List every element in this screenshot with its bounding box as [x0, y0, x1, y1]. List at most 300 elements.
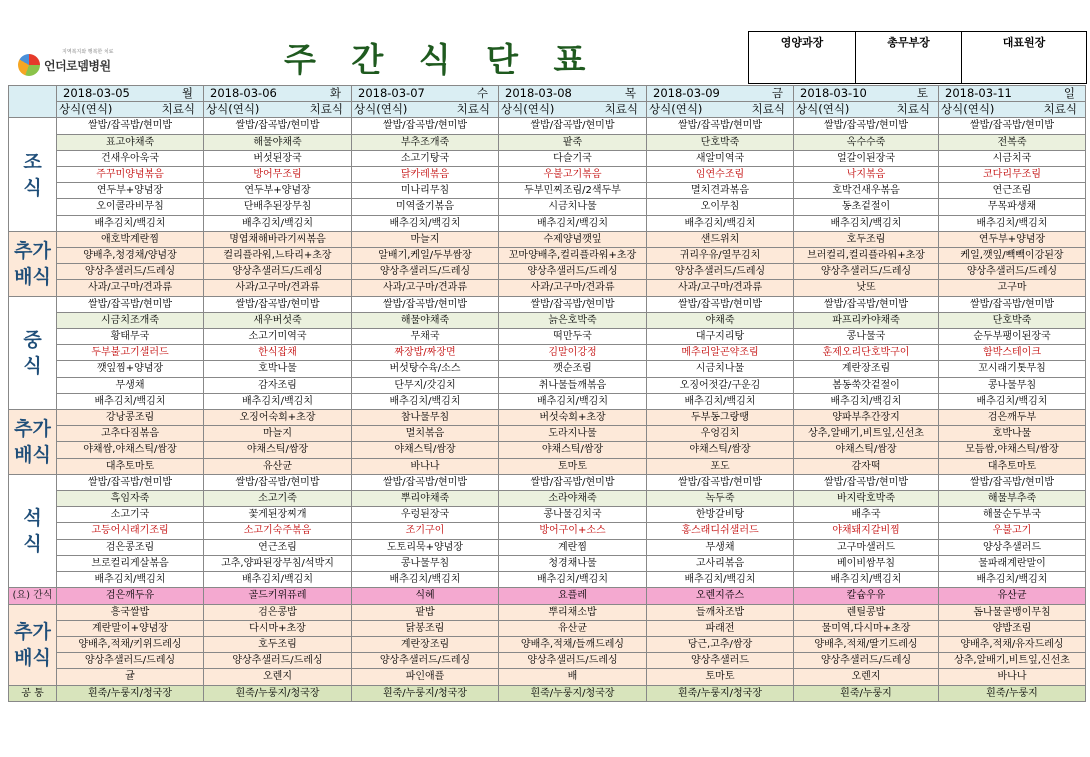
dinner-row — [9, 507, 1086, 523]
menu-item-cell: 토마토 — [647, 669, 794, 685]
menu-item-cell: 소고기숙주볶음 — [204, 523, 352, 539]
menu-item-cell: 쌀밥/잡곡밥/현미밥 — [499, 118, 647, 134]
menu-item-cell: 조기구이 — [352, 523, 499, 539]
menu-item-cell: 오징어젓갈/구운김 — [647, 377, 794, 393]
logo-subtext: 지역복지와 행복한 치료 — [62, 49, 114, 55]
diet-type-cell — [352, 102, 499, 118]
menu-item-cell: 양상추샐러드/드레싱 — [794, 264, 939, 280]
menu-item-cell: 애호박계란찜 — [57, 231, 204, 247]
menu-item-cell: 쌀밥/잡곡밥/현미밥 — [57, 296, 204, 312]
menu-item-cell: 오이콜라비무침 — [57, 199, 204, 215]
menu-item-cell: 표고야채죽 — [57, 134, 204, 150]
menu-item-cell: 배추김치/백김치 — [499, 215, 647, 231]
therapeutic-diet-label: 치료식 — [751, 102, 785, 117]
menu-item-cell: 해물야채죽 — [204, 134, 352, 150]
common-label: 공 통 — [9, 685, 57, 701]
menu-item-cell: 케일,깻잎/빽빽이강된장 — [939, 248, 1086, 264]
dinner-row — [9, 555, 1086, 571]
therapeutic-diet-label: 치료식 — [896, 102, 930, 117]
diet-type-cell — [57, 102, 204, 118]
menu-item-cell: 두부동그랑땡 — [647, 410, 794, 426]
menu-item-cell: 배추김치/백김치 — [794, 215, 939, 231]
menu-item-cell: 콩나물무침 — [939, 377, 1086, 393]
menu-item-cell: 양상추샐러드/드레싱 — [939, 264, 1086, 280]
menu-item-cell: 당근,고추/쌈장 — [647, 636, 794, 652]
menu-item-cell: 홍스래디쉬샐러드 — [647, 523, 794, 539]
menu-item-cell: 쌀밥/잡곡밥/현미밥 — [939, 296, 1086, 312]
menu-item-cell: 낫또 — [794, 280, 939, 296]
diet-type-inner — [794, 102, 938, 117]
breakfast-row — [9, 134, 1086, 150]
menu-item-cell: 꼬마양배추,컬리플라워+초장 — [499, 248, 647, 264]
menu-item-cell: 사과/고구마/견과류 — [647, 280, 794, 296]
menu-item-cell: 유산균 — [499, 620, 647, 636]
date-cell — [204, 86, 352, 102]
menu-item-cell: 상추,알배기,비트잎,신선초 — [794, 426, 939, 442]
menu-item-cell: 청경채나물 — [499, 555, 647, 571]
lunch_extra-label — [9, 410, 57, 475]
breakfast_extra-label — [9, 231, 57, 296]
menu-item-cell: 사과/고구마/견과류 — [499, 280, 647, 296]
therapeutic-diet-label: 치료식 — [161, 102, 195, 117]
menu-item-cell: 검은콩밥 — [204, 604, 352, 620]
menu-item-cell: 해물순두부국 — [939, 507, 1086, 523]
dinner_extra-row — [9, 669, 1086, 685]
menu-item-cell: 야채죽 — [647, 312, 794, 328]
menu-item-cell: 소고기국 — [57, 507, 204, 523]
date-cell-inner — [939, 86, 1085, 101]
menu-item-cell: 시금치조개죽 — [57, 312, 204, 328]
menu-item-cell: 소고기죽 — [204, 491, 352, 507]
menu-item-cell: 옥수수죽 — [794, 134, 939, 150]
menu-item-cell: 훈제오리단호박구이 — [794, 345, 939, 361]
menu-item-cell: 배추김치/백김치 — [499, 572, 647, 588]
breakfast-label — [9, 118, 57, 231]
menu-item-cell: 배추김치/백김치 — [57, 215, 204, 231]
menu-item-cell: 뿌리채소밥 — [499, 604, 647, 620]
menu-item-cell: 배 — [499, 669, 647, 685]
breakfast-row — [9, 167, 1086, 183]
date-cell — [499, 86, 647, 102]
menu-item-cell: 닭봉조림 — [352, 620, 499, 636]
menu-item-cell: 버섯된장국 — [204, 150, 352, 166]
menu-item-cell: 임연수조림 — [647, 167, 794, 183]
menu-item-cell: 방어무조림 — [204, 167, 352, 183]
menu-item-cell: 도라지나물 — [499, 426, 647, 442]
menu-item-cell: 함박스테이크 — [939, 345, 1086, 361]
menu-item-cell: 버섯숙회+초장 — [499, 410, 647, 426]
menu-item-cell: 두부불고기샐러드 — [57, 345, 204, 361]
menu-item-cell: 감자조림 — [204, 377, 352, 393]
menu-item-cell: 방어구이+소스 — [499, 523, 647, 539]
menu-item-cell: 고등어시래기조림 — [57, 523, 204, 539]
common-cell: 흰죽/누룽지/청국장 — [352, 685, 499, 701]
snack-row — [9, 588, 1086, 604]
diet-type-inner — [352, 102, 498, 117]
menu-item-cell: 무생채 — [57, 377, 204, 393]
menu-item-cell: 양상추샐러드/드레싱 — [352, 264, 499, 280]
common-cell: 흰죽/누룽지 — [794, 685, 939, 701]
menu-item-cell: 렌틸콩밥 — [794, 604, 939, 620]
menu-item-cell: 명엽채해바라기씨볶음 — [204, 231, 352, 247]
diet-type-cell — [204, 102, 352, 118]
menu-item-cell: 해물야채죽 — [352, 312, 499, 328]
menu-item-cell: 돔나물골뱅이무침 — [939, 604, 1086, 620]
date-text: 2018-03-08 — [505, 86, 572, 100]
dinner_extra-row — [9, 636, 1086, 652]
menu-item-cell: 얼갈이된장국 — [794, 150, 939, 166]
dinner-row — [9, 474, 1086, 490]
menu-item-cell: 시금치나물 — [499, 199, 647, 215]
menu-item-cell: 양배추,적채/키위드레싱 — [57, 636, 204, 652]
menu-item-cell: 양상추샐러드/드레싱 — [204, 653, 352, 669]
menu-item-cell: 쌀밥/잡곡밥/현미밥 — [352, 296, 499, 312]
menu-item-cell: 브러컬리,컬리플라워+초장 — [794, 248, 939, 264]
menu-item-cell: 샌드위치 — [647, 231, 794, 247]
menu-item-cell: 동초겉절이 — [794, 199, 939, 215]
weekday-text: 목 — [624, 86, 636, 100]
menu-item-cell: 참나물무침 — [352, 410, 499, 426]
date-cell — [352, 86, 499, 102]
menu-item-cell: 오징어숙회+초장 — [204, 410, 352, 426]
menu-item-cell: 바지락호박죽 — [794, 491, 939, 507]
menu-item-cell: 녹두죽 — [647, 491, 794, 507]
dinner-row — [9, 523, 1086, 539]
menu-item-cell: 쌀밥/잡곡밥/현미밥 — [647, 118, 794, 134]
menu-item-cell: 계란말이+양념장 — [57, 620, 204, 636]
menu-item-cell: 고구마샐러드 — [794, 539, 939, 555]
dinner-row — [9, 572, 1086, 588]
diet-type-inner — [499, 102, 646, 117]
menu-item-cell: 컬리플라워,느타리+초장 — [204, 248, 352, 264]
menu-item-cell: 배추김치/백김치 — [939, 572, 1086, 588]
approval-general-manager: 총무부장 — [856, 32, 962, 84]
weekday-text: 수 — [476, 86, 488, 100]
lunch-label — [9, 296, 57, 409]
menu-item-cell: 호박건새우볶음 — [794, 183, 939, 199]
menu-item-cell: 소고기미역국 — [204, 329, 352, 345]
menu-item-cell: 코다리무조림 — [939, 167, 1086, 183]
page-header — [0, 0, 1090, 84]
menu-item-cell: 양상추샐러드 — [647, 653, 794, 669]
lunch-row — [9, 329, 1086, 345]
menu-item-cell: 양상추샐러드/드레싱 — [499, 264, 647, 280]
breakfast-row — [9, 199, 1086, 215]
snack-cell: 요플레 — [499, 588, 647, 604]
menu-item-cell: 오렌지 — [204, 669, 352, 685]
menu-item-cell: 야채스틱/쌈장 — [204, 442, 352, 458]
date-cell-inner — [499, 86, 646, 101]
menu-item-cell: 호두조림 — [204, 636, 352, 652]
common-cell: 흰죽/누룽지/청국장 — [647, 685, 794, 701]
menu-item-cell: 쌀밥/잡곡밥/현미밥 — [794, 296, 939, 312]
menu-item-cell: 새우버섯죽 — [204, 312, 352, 328]
menu-item-cell: 계란찜 — [499, 539, 647, 555]
menu-item-cell: 양상추샐러드/드레싱 — [57, 653, 204, 669]
menu-item-cell: 오렌지 — [794, 669, 939, 685]
menu-item-cell: 깻순조림 — [499, 361, 647, 377]
diet-type-inner — [204, 102, 351, 117]
menu-item-cell: 배추김치/백김치 — [647, 393, 794, 409]
menu-item-cell: 시금치나물 — [647, 361, 794, 377]
menu-item-cell: 들깨차조밥 — [647, 604, 794, 620]
menu-item-cell: 한방갈비탕 — [647, 507, 794, 523]
menu-item-cell: 양배추,적채/들깨드레싱 — [499, 636, 647, 652]
corner-cell — [9, 86, 57, 118]
regular-diet-label: 상식(연식) — [206, 102, 260, 117]
dinner_extra-row — [9, 620, 1086, 636]
menu-item-cell: 파래전 — [647, 620, 794, 636]
lunch-row — [9, 312, 1086, 328]
common-row — [9, 685, 1086, 701]
date-text: 2018-03-05 — [63, 86, 130, 100]
logo-text: 언더로뎀병원 — [44, 58, 111, 73]
lunch-row — [9, 393, 1086, 409]
regular-diet-label: 상식(연식) — [796, 102, 850, 117]
dinner-row — [9, 491, 1086, 507]
menu-item-cell: 쌀밥/잡곡밥/현미밥 — [352, 118, 499, 134]
snack-cell: 칼슘우유 — [794, 588, 939, 604]
therapeutic-diet-label: 치료식 — [309, 102, 343, 117]
menu-item-cell: 야채돼지갈비찜 — [794, 523, 939, 539]
menu-item-cell: 배추김치/백김치 — [794, 572, 939, 588]
menu-item-cell: 무생채 — [647, 539, 794, 555]
snack-label: (요) 간식 — [9, 588, 57, 604]
menu-item-cell: 두부민찌조림/2색두부 — [499, 183, 647, 199]
menu-item-cell: 주꾸미양념볶음 — [57, 167, 204, 183]
dinner-label-text: 석 식 — [23, 507, 42, 556]
common-cell: 흰죽/누룽지/청국장 — [57, 685, 204, 701]
menu-item-cell: 야채스틱/쌈장 — [499, 442, 647, 458]
lunch-row — [9, 345, 1086, 361]
menu-item-cell: 도토리묵+양념장 — [352, 539, 499, 555]
lunch-row — [9, 377, 1086, 393]
menu-item-cell: 바나나 — [352, 458, 499, 474]
menu-item-cell: 야채스틱/쌈장 — [352, 442, 499, 458]
menu-item-cell: 해물부추죽 — [939, 491, 1086, 507]
date-text: 2018-03-10 — [800, 86, 867, 100]
weekday-text: 월 — [181, 86, 193, 100]
menu-item-cell: 배추김치/백김치 — [57, 572, 204, 588]
menu-item-cell: 쌀밥/잡곡밥/현미밥 — [499, 296, 647, 312]
menu-item-cell: 배추김치/백김치 — [647, 215, 794, 231]
menu-item-cell: 무목파생채 — [939, 199, 1086, 215]
menu-item-cell: 우불고기 — [939, 523, 1086, 539]
breakfast-row — [9, 183, 1086, 199]
regular-diet-label: 상식(연식) — [941, 102, 995, 117]
menu-item-cell: 양상추샐러드/드레싱 — [57, 264, 204, 280]
common-cell: 흰죽/누룽지/청국장 — [204, 685, 352, 701]
menu-item-cell: 양상추샐러드 — [939, 539, 1086, 555]
menu-item-cell: 물파래계란말이 — [939, 555, 1086, 571]
menu-item-cell: 계란장조림 — [794, 361, 939, 377]
lunch_extra-row — [9, 426, 1086, 442]
menu-item-cell: 대추토마토 — [57, 458, 204, 474]
menu-item-cell: 계란장조림 — [352, 636, 499, 652]
menu-item-cell: 브로컬리게살볶음 — [57, 555, 204, 571]
menu-item-cell: 호두조림 — [794, 231, 939, 247]
menu-item-cell: 팥밥 — [352, 604, 499, 620]
date-cell-inner — [57, 86, 203, 101]
menu-item-cell: 양배추,적채/딸기드레싱 — [794, 636, 939, 652]
menu-item-cell: 쌀밥/잡곡밥/현미밥 — [352, 474, 499, 490]
snack-cell: 식혜 — [352, 588, 499, 604]
menu-item-cell: 흑임자죽 — [57, 491, 204, 507]
menu-item-cell: 한식잡채 — [204, 345, 352, 361]
menu-item-cell: 쌀밥/잡곡밥/현미밥 — [939, 118, 1086, 134]
menu-item-cell: 양배추,적채/유자드레싱 — [939, 636, 1086, 652]
snack-cell: 검은깨두유 — [57, 588, 204, 604]
breakfast_extra-label-text: 추가 배식 — [14, 239, 51, 288]
lunch_extra-row — [9, 410, 1086, 426]
menu-item-cell: 연두부+양념장 — [939, 231, 1086, 247]
dinner-label — [9, 474, 57, 587]
menu-item-cell: 고추다짐볶음 — [57, 426, 204, 442]
approval-box — [748, 31, 1087, 84]
common-cell: 흰죽/누룽지/청국장 — [499, 685, 647, 701]
menu-item-cell: 메추리알곤약조림 — [647, 345, 794, 361]
menu-item-cell: 우엉김치 — [647, 426, 794, 442]
lunch_extra-label-text: 추가 배식 — [14, 417, 51, 466]
therapeutic-diet-label: 치료식 — [1043, 102, 1077, 117]
menu-item-cell: 쌀밥/잡곡밥/현미밥 — [204, 296, 352, 312]
page-title: 주 간 식 단 표 — [284, 40, 598, 79]
diet-type-cell — [647, 102, 794, 118]
menu-item-cell: 강낭콩조림 — [57, 410, 204, 426]
menu-item-cell: 감자떡 — [794, 458, 939, 474]
menu-item-cell: 멸치견과볶음 — [647, 183, 794, 199]
menu-item-cell: 늙은호박죽 — [499, 312, 647, 328]
dinner_extra-row — [9, 653, 1086, 669]
menu-item-cell: 부추조개죽 — [352, 134, 499, 150]
regular-diet-label: 상식(연식) — [354, 102, 408, 117]
menu-item-cell: 다시마+초장 — [204, 620, 352, 636]
menu-item-cell: 검은깨두부 — [939, 410, 1086, 426]
menu-item-cell: 양상추샐러드/드레싱 — [352, 653, 499, 669]
menu-item-cell: 양상추샐러드/드레싱 — [499, 653, 647, 669]
menu-item-cell: 쌀밥/잡곡밥/현미밥 — [794, 474, 939, 490]
diet-type-cell — [939, 102, 1086, 118]
logo-mark-icon — [18, 54, 40, 76]
menu-item-cell: 무채국 — [352, 329, 499, 345]
diet-type-cell — [499, 102, 647, 118]
menu-item-cell: 귤 — [57, 669, 204, 685]
menu-item-cell: 사과/고구마/견과류 — [57, 280, 204, 296]
menu-item-cell: 배추김치/백김치 — [57, 393, 204, 409]
menu-item-cell: 양밥조림 — [939, 620, 1086, 636]
menu-item-cell: 소라야채죽 — [499, 491, 647, 507]
menu-item-cell: 파프리카야채죽 — [794, 312, 939, 328]
menu-item-cell: 건새우아욱국 — [57, 150, 204, 166]
menu-item-cell: 사과/고구마/견과류 — [204, 280, 352, 296]
therapeutic-diet-label: 치료식 — [604, 102, 638, 117]
menu-item-cell: 양상추샐러드/드레싱 — [204, 264, 352, 280]
date-text: 2018-03-07 — [358, 86, 425, 100]
menu-item-cell: 모듬쌈,야채스틱/쌈장 — [939, 442, 1086, 458]
menu-item-cell: 짜장밥/짜장면 — [352, 345, 499, 361]
menu-item-cell: 대구지리탕 — [647, 329, 794, 345]
menu-item-cell: 배추김치/백김치 — [352, 572, 499, 588]
common-cell: 흰죽/누룽지 — [939, 685, 1086, 701]
menu-item-cell: 알배기,케일/두부쌈장 — [352, 248, 499, 264]
date-cell-inner — [204, 86, 351, 101]
menu-item-cell: 포도 — [647, 458, 794, 474]
breakfast_extra-row — [9, 248, 1086, 264]
date-text: 2018-03-06 — [210, 86, 277, 100]
menu-item-cell: 바나나 — [939, 669, 1086, 685]
menu-item-cell: 배추김치/백김치 — [204, 215, 352, 231]
menu-item-cell: 닭카레볶음 — [352, 167, 499, 183]
menu-item-cell: 뿌리야채죽 — [352, 491, 499, 507]
diet-type-inner — [647, 102, 793, 117]
menu-item-cell: 쌀밥/잡곡밥/현미밥 — [204, 118, 352, 134]
menu-item-cell: 단호박죽 — [647, 134, 794, 150]
menu-item-cell: 배추김치/백김치 — [352, 393, 499, 409]
date-row — [9, 86, 1086, 102]
breakfast_extra-row — [9, 264, 1086, 280]
approval-nutrition-manager: 영양과장 — [749, 32, 856, 84]
menu-item-cell: 황태무국 — [57, 329, 204, 345]
menu-item-cell: 야채스틱/쌈장 — [794, 442, 939, 458]
snack-cell: 유산균 — [939, 588, 1086, 604]
menu-item-cell: 양상추샐러드/드레싱 — [794, 653, 939, 669]
diet-type-inner — [939, 102, 1085, 117]
date-text: 2018-03-09 — [653, 86, 720, 100]
menu-item-cell: 깻잎찜+양념장 — [57, 361, 204, 377]
menu-item-cell: 오이무침 — [647, 199, 794, 215]
breakfast-label-text: 조 식 — [23, 150, 42, 199]
weekly-menu-table — [8, 85, 1086, 702]
menu-item-cell: 호박나물 — [939, 426, 1086, 442]
menu-item-cell: 단배추된장무침 — [204, 199, 352, 215]
menu-item-cell: 연두부+양념장 — [204, 183, 352, 199]
menu-item-cell: 전복죽 — [939, 134, 1086, 150]
menu-item-cell: 야채스틱/쌈장 — [647, 442, 794, 458]
menu-item-cell: 양파부추간장지 — [794, 410, 939, 426]
menu-item-cell: 쌀밥/잡곡밥/현미밥 — [939, 474, 1086, 490]
menu-item-cell: 파인애플 — [352, 669, 499, 685]
date-text: 2018-03-11 — [945, 86, 1012, 100]
menu-item-cell: 단호박죽 — [939, 312, 1086, 328]
menu-item-cell: 쌀밥/잡곡밥/현미밥 — [794, 118, 939, 134]
date-cell-inner — [794, 86, 938, 101]
menu-item-cell: 물미역,다시마+초장 — [794, 620, 939, 636]
date-cell-inner — [647, 86, 793, 101]
menu-item-cell: 우불고기볶음 — [499, 167, 647, 183]
menu-item-cell: 연근조림 — [204, 539, 352, 555]
snack-cell: 골드키위퓨레 — [204, 588, 352, 604]
breakfast_extra-row — [9, 280, 1086, 296]
menu-item-cell: 쌀밥/잡곡밥/현미밥 — [647, 474, 794, 490]
menu-item-cell: 유산균 — [204, 458, 352, 474]
menu-item-cell: 쌀밥/잡곡밥/현미밥 — [57, 118, 204, 134]
breakfast-row — [9, 215, 1086, 231]
menu-item-cell: 취나물들깨볶음 — [499, 377, 647, 393]
date-cell — [939, 86, 1086, 102]
date-cell-inner — [352, 86, 498, 101]
weekday-text: 화 — [329, 86, 341, 100]
lunch-label-text: 중 식 — [23, 328, 42, 377]
menu-item-cell: 순두부팽이된장국 — [939, 329, 1086, 345]
menu-item-cell: 호박나물 — [204, 361, 352, 377]
menu-item-cell: 봄동쑥갓겉절이 — [794, 377, 939, 393]
menu-item-cell: 배추김치/백김치 — [204, 393, 352, 409]
menu-item-cell: 마늘지 — [204, 426, 352, 442]
menu-item-cell: 꽃게된장찌개 — [204, 507, 352, 523]
menu-item-cell: 토마토 — [499, 458, 647, 474]
date-cell — [794, 86, 939, 102]
menu-item-cell: 상추,알배기,비트잎,신선초 — [939, 653, 1086, 669]
